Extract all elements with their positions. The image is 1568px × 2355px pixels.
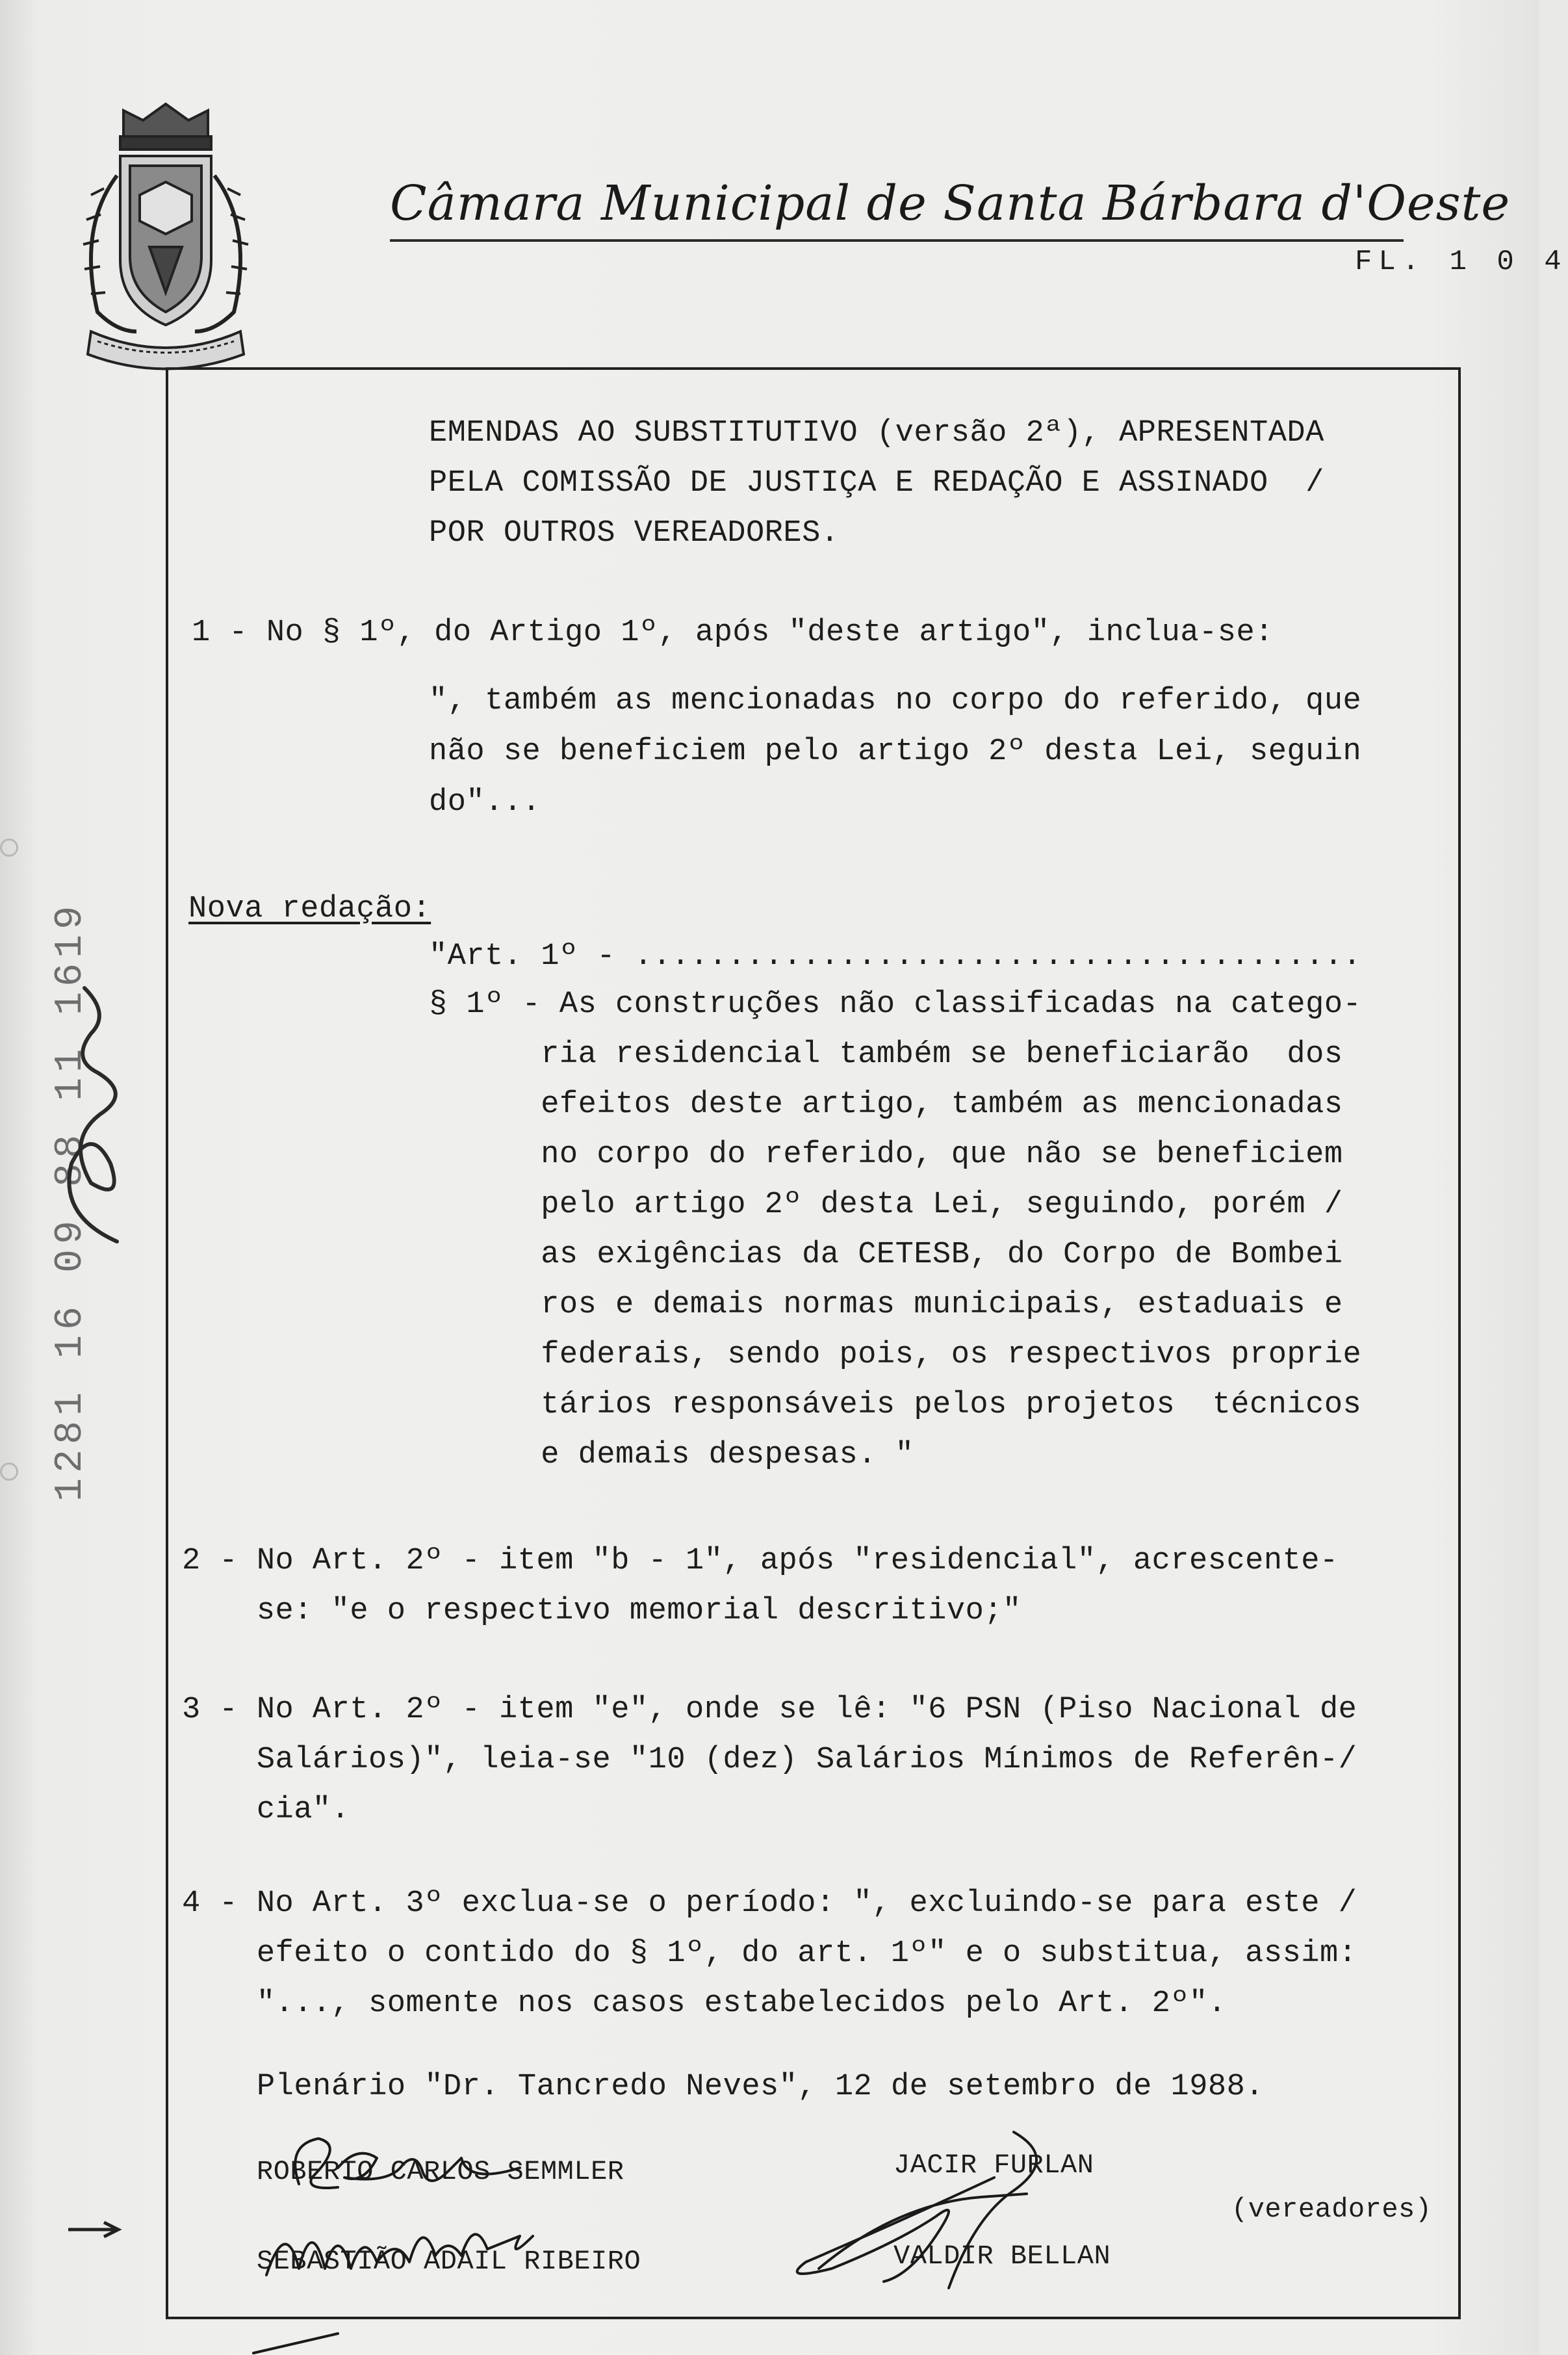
item-2-line-2: se: "e o respectivo memorial descritivo;" bbox=[182, 1594, 1022, 1628]
item-4-line-3: "..., somente nos casos estabelecidos pelo Art. 2º". bbox=[182, 1986, 1227, 2021]
role-vereadores: (vereadores) bbox=[1231, 2194, 1432, 2225]
item-4-line-1: 4 - No Art. 3º exclua-se o período: ", excluindo-se para este / bbox=[182, 1886, 1357, 1921]
arrow-mark bbox=[65, 2220, 123, 2239]
paragraph-line-3: efeitos deste artigo, também as mencionadas bbox=[429, 1087, 1343, 1122]
heading-line-2: PELA COMISSÃO DE JUSTIÇA E REDAÇÃO E ASSINADO / bbox=[429, 466, 1324, 501]
punch-hole-bottom bbox=[0, 1463, 18, 1481]
item-3-line-1: 3 - No Art. 2º - item "e", onde se lê: "6 PSN (Piso Nacional de bbox=[182, 1693, 1357, 1727]
heading-line-1: EMENDAS AO SUBSTITUTIVO (versão 2ª), APRESENTADA bbox=[429, 416, 1324, 450]
letterhead-title: Câmara Municipal de Santa Bárbara d'Oeste bbox=[390, 176, 1511, 231]
heading-line-3: POR OUTROS VEREADORES. bbox=[429, 516, 840, 551]
paragraph-line-10: e demais despesas. " bbox=[429, 1438, 914, 1472]
item-1: 1 - No § 1º, do Artigo 1º, após "deste artigo", inclua-se: bbox=[192, 616, 1274, 650]
item-4-line-2: efeito o contido do § 1º, do art. 1º" e o substitua, assim: bbox=[182, 1936, 1357, 1971]
punch-hole-top bbox=[0, 839, 18, 857]
art-1-line: "Art. 1º - ....................................... bbox=[429, 939, 1362, 974]
margin-initials bbox=[32, 969, 143, 1255]
item-2-line-1: 2 - No Art. 2º - item "b - 1", após "residencial", acrescente- bbox=[182, 1544, 1339, 1578]
item-1-quote-line-1: ", também as mencionadas no corpo do referido, que bbox=[429, 684, 1362, 718]
date-line: Plenário "Dr. Tancredo Neves", 12 de setembro de 1988. bbox=[257, 2070, 1265, 2104]
signatory-roberto: ROBERTO CARLOS SEMMLER bbox=[257, 2156, 624, 2187]
item-1-quote-line-2: não se beneficiem pelo artigo 2º desta Lei, seguin bbox=[429, 735, 1362, 769]
protocol-stamp: 1281 16 09 88 11 1619 bbox=[49, 900, 93, 1502]
item-3-line-3: cia". bbox=[182, 1793, 350, 1827]
signatory-sebastiao: SEBASTIÃO ADAIL RIBEIRO bbox=[257, 2246, 641, 2277]
signatory-valdir: VALDIR BELLAN bbox=[893, 2241, 1111, 2272]
paragraph-line-2: ria residencial também se beneficiarão dos bbox=[429, 1037, 1343, 1072]
municipal-coat-of-arms bbox=[58, 98, 273, 371]
signatory-jacir: JACIR FURLAN bbox=[893, 2150, 1094, 2181]
paragraph-line-4: no corpo do referido, que não se beneficiem bbox=[429, 1138, 1343, 1172]
item-1-quote-line-3: do"... bbox=[429, 785, 541, 820]
paragraph-line-1: § 1º - As construções não classificadas na catego- bbox=[429, 987, 1362, 1022]
paragraph-line-5: pelo artigo 2º desta Lei, seguindo, porém / bbox=[429, 1188, 1343, 1222]
folio-number: FL. 1 0 4 bbox=[1355, 246, 1568, 278]
handwritten-signatures bbox=[247, 2106, 1079, 2353]
paragraph-line-6: as exigências da CETESB, do Corpo de Bombei bbox=[429, 1238, 1343, 1272]
paragraph-line-7: ros e demais normas municipais, estaduais e bbox=[429, 1288, 1343, 1322]
letterhead-rule bbox=[390, 239, 1404, 242]
nova-redacao-label: Nova redação: bbox=[188, 892, 431, 926]
paragraph-line-9: tários responsáveis pelos projetos técnicos bbox=[429, 1388, 1362, 1422]
paragraph-line-8: federais, sendo pois, os respectivos proprie bbox=[429, 1338, 1362, 1372]
item-3-line-2: Salários)", leia-se "10 (dez) Salários Mínimos de Referên-/ bbox=[182, 1743, 1357, 1777]
